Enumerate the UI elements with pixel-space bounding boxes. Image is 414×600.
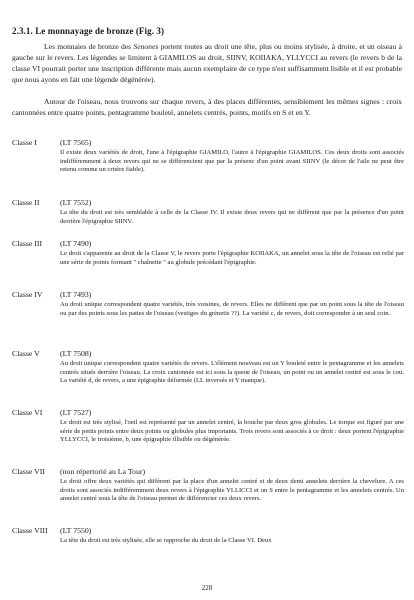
class-block-1 [12, 138, 404, 175]
class-description: Au droit unique correspondent quatre variétés de revers. L'élément nouveau est un Y bouleté entre le pentagramme et les annelets centrés situés derrière l'oiseau. La croix cantonnée est ici sous la queue de l'oiseau, un point ou un annelet centré est sous le cou. La variété d, de revers, a une épigraphie déformée (LL inversés et Y manque). [60, 360, 404, 384]
class-reference: (LT 7493) [60, 290, 92, 299]
class-label: Classe III [12, 239, 43, 248]
class-block-6 [12, 408, 404, 445]
class-reference: (LT 7552) [60, 198, 92, 207]
class-description: Au droit unique correspondent quatre variétés, très voisines, de revers. Elles ne diffèrent que par un point sous la tête de l'oiseau ou par des points sous les pattes de l'oiseau (vestiges du grènetis ??). La variété c, de revers, doit correspondre à un seul coin. [60, 301, 404, 317]
intro-paragraph-1 [12, 42, 402, 86]
class-reference: (LT 7490) [60, 239, 92, 248]
class-description: Le droit est très stylisé, l'oeil est représenté par un annelet centré, la bouche par deux gros globules. Le torque est figuré par une série de petits points entre deux points ou globules plus importants. Trois revers sont associés à ce droit : deux portent l'épigraphie YLLYCCI, le troisième, b, une épigraphie illisible ou dégénérée. [60, 419, 404, 443]
class-block-4 [12, 290, 404, 318]
intro-text-start: Les monnaies de bronze des [44, 42, 134, 51]
page-number: 228 [201, 584, 213, 592]
class-label: Classe VII [12, 467, 45, 476]
class-description: Le droit offre deux variétés qui diffèrent par la place d'un annelet centré et de deux demi annelets derrière la chevelure. A ces droits sont associés indifféremment deux revers à l'épigraphie YLLICCI et un S entre le pentagramme et les annelets centrés. Un annelet centré sous la tête de l'oiseau permet de différencier ces deux revers. [60, 478, 404, 502]
class-reference: (LT 7508) [60, 349, 92, 358]
class-reference: (non répertorié au La Tour) [60, 467, 146, 476]
class-block-5 [12, 349, 404, 386]
intro-paragraph-2 [12, 97, 402, 119]
class-reference: (LT 7527) [60, 408, 92, 417]
class-label: Classe V [12, 349, 40, 358]
class-description: Le droit s'apparente au droit de la Classe V, le revers porte l'épigraphie KOIIAKA, un annelet sous la tête de l'oiseau est relié par une série de points formant " chaînette " au globule précédant l'épigraphie. [60, 250, 404, 266]
class-label: Classe I [12, 138, 37, 147]
class-label: Classe VIII [12, 526, 48, 535]
intro-emphasis: Senones [133, 42, 159, 51]
class-block-8 [12, 526, 404, 546]
class-block-7 [12, 467, 404, 504]
class-label: Classe VI [12, 408, 43, 417]
class-label: Classe IV [12, 290, 43, 299]
class-description: La tête du droit est très stylisée, elle se rapproche du droit de la Classe VI. Deux [60, 537, 272, 544]
class-description: Il existe deux variétés de droit, l'une à l'épigraphie GIAMILO, l'autre à l'épigraphie GIAMILOS. Ces deux droits sont associés indifféremment à deux revers qui ne se différencient que par la présenc d'un point avant SIINV (le décor de l'aile ne peut être retenu comme un critère fiable). [60, 149, 404, 173]
class-block-2 [12, 198, 404, 226]
class-block-3 [12, 239, 404, 267]
class-label: Classe II [12, 198, 40, 207]
section-heading: 2.3.1. Le monnayage de bronze (Fig. 3) [12, 26, 165, 36]
intro-text-2: Autour de l'oiseau, nous trouvons sur chaque revers, à des places différentes, sensiblement les mêmes signes : croix cantonnées entre quatre points, pentagramme bouleté, annelets centrés, points, motifs en S et en Y. [12, 97, 402, 117]
class-description: La tête du droit est très semblable à celle de la Classe IV. Il existe deux revers qui ne diffèrent que par la présence d'un point derrière l'épigraphie SIINV. [60, 209, 404, 225]
class-reference: (LT 7550) [60, 526, 92, 535]
class-reference: (LT 7565) [60, 138, 92, 147]
intro-text-rest: portent toutes au droit une tête, plus ou moins stylisée, à droite, et un oiseau à gauche sur le revers. Les légendes se limitent à GIAMILOS au droit, SIINV, KOIIAKA, YLLYCCI au revers (le revers b de la classe VI pourrait porter une inscription différente mais aucun exemplaire de ce type n'est suffisamment lisible et il est probable que nous ayons en fait une légende dégénérée). [12, 42, 402, 84]
